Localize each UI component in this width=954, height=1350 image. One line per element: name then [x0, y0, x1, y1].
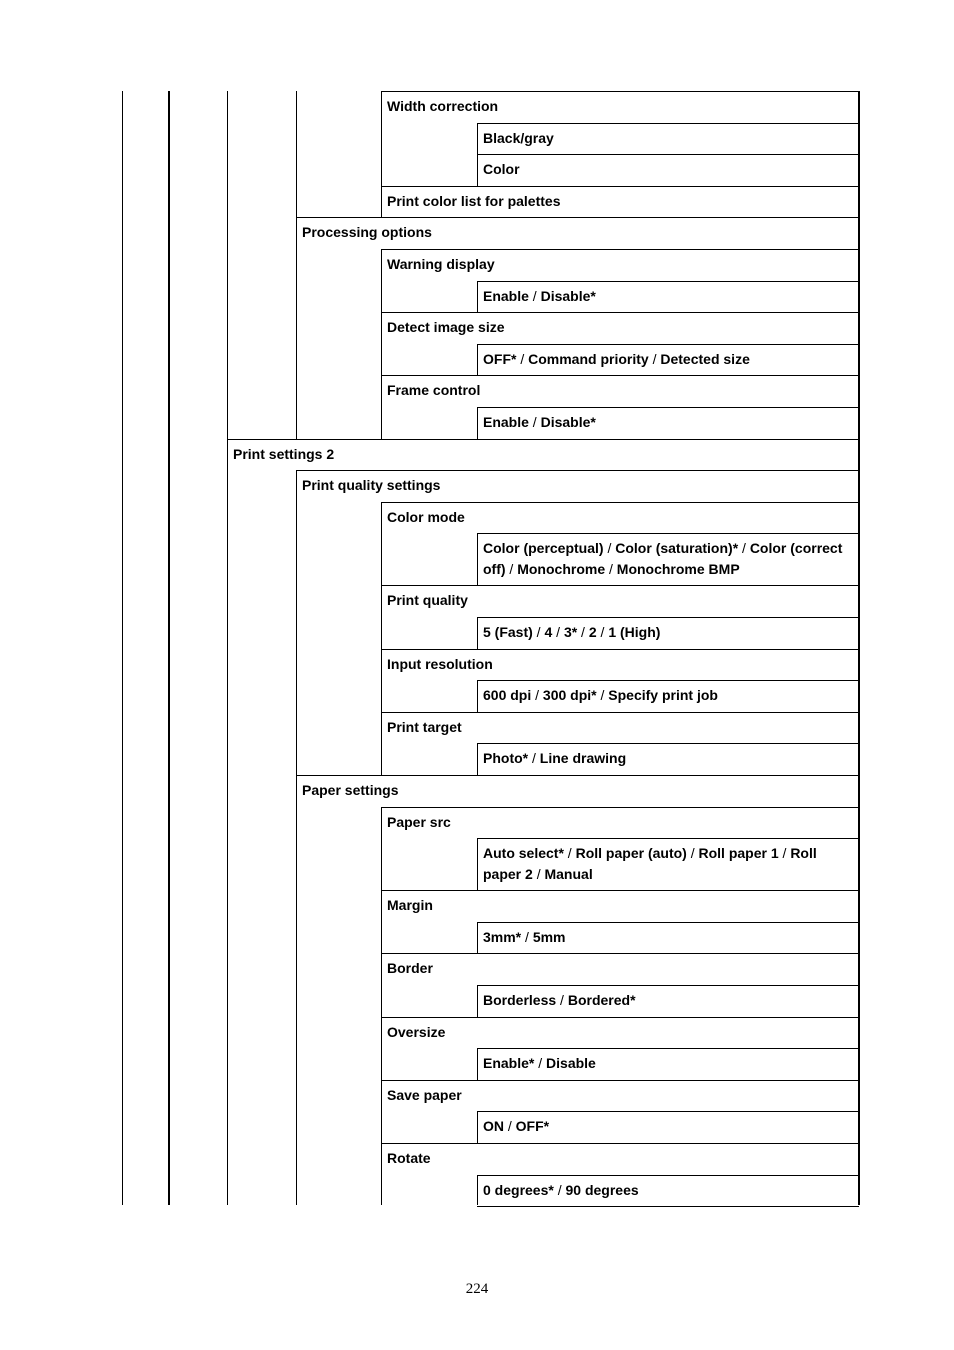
option-values [483, 1180, 639, 1201]
option-value: Borderless [483, 992, 557, 1008]
separator: / [577, 624, 589, 640]
option-value: Enable* [483, 1055, 535, 1072]
row-border [381, 91, 859, 92]
row-border [381, 585, 859, 586]
row-border [381, 249, 859, 250]
separator: / [532, 624, 545, 640]
option-value: 3mm* [483, 928, 522, 945]
menu-item: Paper src [387, 813, 451, 830]
menu-item: Print color list for palettes [387, 192, 561, 209]
menu-item: Oversize [387, 1023, 446, 1040]
option-value: ON [483, 1118, 504, 1135]
option-values [483, 622, 660, 643]
separator: / [563, 845, 576, 862]
option-value: Disable* [540, 414, 596, 430]
option-value: Color (saturation)* [615, 540, 739, 557]
option-values [483, 412, 596, 433]
separator: / [605, 561, 617, 578]
option-value: 600 dpi [483, 687, 532, 704]
option-value: 300 dpi* [542, 687, 597, 704]
menu-item: Frame control [387, 382, 481, 399]
option-value: Auto select* [483, 845, 564, 862]
tree-rule-level-0 [122, 91, 123, 1205]
tree-rule [477, 1111, 478, 1143]
option-value: Color (correct off) [483, 540, 843, 578]
option-value: 5 (Fast) [483, 624, 533, 640]
separator: / [521, 928, 533, 945]
option-value: Disable [546, 1055, 596, 1072]
separator: / [738, 540, 750, 557]
menu-item: Color mode [387, 508, 465, 525]
option-value: 5mm [532, 928, 566, 945]
row-border [477, 1175, 859, 1176]
row-border [477, 838, 859, 839]
row-border [381, 375, 859, 376]
separator: / [528, 414, 541, 430]
option-value: 90 degrees [565, 1181, 639, 1198]
option-value: 2 [588, 624, 597, 640]
separator: / [532, 866, 545, 883]
menu-item: Border [387, 960, 433, 977]
option-value: Enable [483, 287, 529, 304]
option-value: Color (perceptual) [483, 540, 604, 557]
row-border [296, 217, 859, 218]
tree-rule [477, 1048, 478, 1080]
tree-rule [296, 470, 297, 1205]
tree-rule [296, 91, 297, 439]
row-border [381, 1017, 859, 1018]
option-value: 3* [563, 624, 578, 640]
separator: / [596, 624, 609, 640]
separator: / [648, 350, 661, 367]
option-values [483, 927, 566, 948]
separator: / [552, 624, 564, 640]
tree-rule [477, 617, 478, 649]
row-border [381, 807, 859, 808]
separator: / [516, 350, 529, 367]
option-value: Roll paper 1 [698, 845, 779, 862]
row-border [477, 407, 859, 408]
tree-rule [477, 1175, 478, 1205]
option-values [483, 1116, 549, 1137]
option-value: Disable* [540, 287, 596, 304]
tree-rule [477, 743, 478, 775]
tree-rule [381, 502, 382, 775]
row-border [381, 953, 859, 954]
option-values [483, 538, 857, 580]
separator: / [778, 845, 791, 862]
separator: / [596, 687, 609, 704]
page-number: 224 [465, 1281, 489, 1297]
option-value: 4 [544, 624, 553, 640]
menu-item: Rotate [387, 1150, 431, 1166]
menu-item: Warning display [387, 256, 495, 272]
separator: / [686, 845, 699, 862]
option-value: Command priority [528, 350, 649, 367]
menu-item: Detect image size [387, 319, 505, 336]
row-border [477, 617, 859, 618]
row-border [227, 439, 859, 440]
option-value: 1 (High) [608, 624, 661, 640]
row-border [477, 1111, 859, 1112]
option-value: Line drawing [539, 750, 627, 767]
row-border [477, 281, 859, 282]
separator: / [505, 561, 518, 578]
row-border [477, 123, 859, 124]
row-border [477, 154, 859, 155]
tree-rule [381, 91, 382, 217]
menu-item: Save paper [387, 1086, 462, 1103]
tree-rule-level-1 [168, 91, 170, 1205]
menu-item: Margin [387, 897, 433, 914]
row-border [477, 344, 859, 345]
separator: / [504, 1118, 516, 1135]
menu-item: Black/gray [483, 129, 554, 146]
tree-rule [477, 985, 478, 1017]
option-values [483, 286, 596, 307]
option-value: Manual [544, 866, 593, 883]
tree-rule [477, 838, 478, 890]
tree-rule [477, 922, 478, 954]
option-values [483, 1053, 596, 1074]
option-value: 0 degrees* [483, 1181, 554, 1198]
separator: / [603, 540, 616, 557]
option-value: Detected size [660, 350, 750, 367]
option-value: OFF* [483, 350, 517, 367]
separator: / [534, 1055, 547, 1072]
tree-rule [381, 249, 382, 439]
separator: / [531, 687, 543, 704]
tree-rule [227, 91, 228, 1205]
menu-item: Print target [387, 718, 462, 735]
tree-rule [477, 281, 478, 313]
option-value: Photo* [483, 750, 529, 767]
menu-item: Print quality settings [302, 477, 441, 494]
option-value: OFF* [515, 1118, 550, 1135]
option-value: Monochrome BMP [616, 561, 740, 578]
menu-item: Processing options [302, 224, 432, 241]
row-border [296, 470, 859, 471]
option-values [483, 349, 750, 370]
row-border [381, 1143, 859, 1144]
row-border [477, 533, 859, 534]
separator: / [553, 1181, 566, 1198]
row-border [477, 743, 859, 744]
option-values [483, 685, 718, 706]
row-border [477, 1206, 859, 1207]
row-border [477, 922, 859, 923]
row-border [296, 775, 859, 776]
separator: / [528, 750, 540, 767]
option-values [483, 843, 857, 885]
option-value: Bordered* [567, 992, 636, 1008]
option-value: Enable [483, 414, 529, 430]
tree-rule [381, 807, 382, 1205]
menu-item: Color [483, 161, 520, 178]
row-border [381, 890, 859, 891]
menu-item: Input resolution [387, 655, 493, 672]
option-value: Specify print job [608, 687, 718, 704]
option-value: Roll paper (auto) [575, 845, 687, 862]
row-border [381, 186, 859, 187]
row-border [381, 649, 859, 650]
menu-item: Paper settings [302, 782, 399, 798]
tree-rule [477, 680, 478, 712]
tree-rule [477, 344, 478, 376]
option-value: Roll paper 2 [483, 845, 817, 883]
option-values [483, 990, 636, 1011]
option-value: Monochrome [517, 561, 606, 578]
row-border [477, 680, 859, 681]
row-border [381, 712, 859, 713]
menu-item: Width correction [387, 98, 499, 114]
option-values [483, 748, 626, 769]
menu-item: Print quality [387, 592, 468, 609]
menu-item: Print settings 2 [233, 445, 335, 462]
row-border [477, 985, 859, 986]
row-border [381, 1080, 859, 1081]
row-border [477, 1048, 859, 1049]
row-border [381, 502, 859, 503]
tree-rule [477, 407, 478, 439]
separator: / [528, 287, 541, 304]
separator: / [556, 992, 568, 1008]
row-border [381, 312, 859, 313]
tree-rule [477, 533, 478, 585]
